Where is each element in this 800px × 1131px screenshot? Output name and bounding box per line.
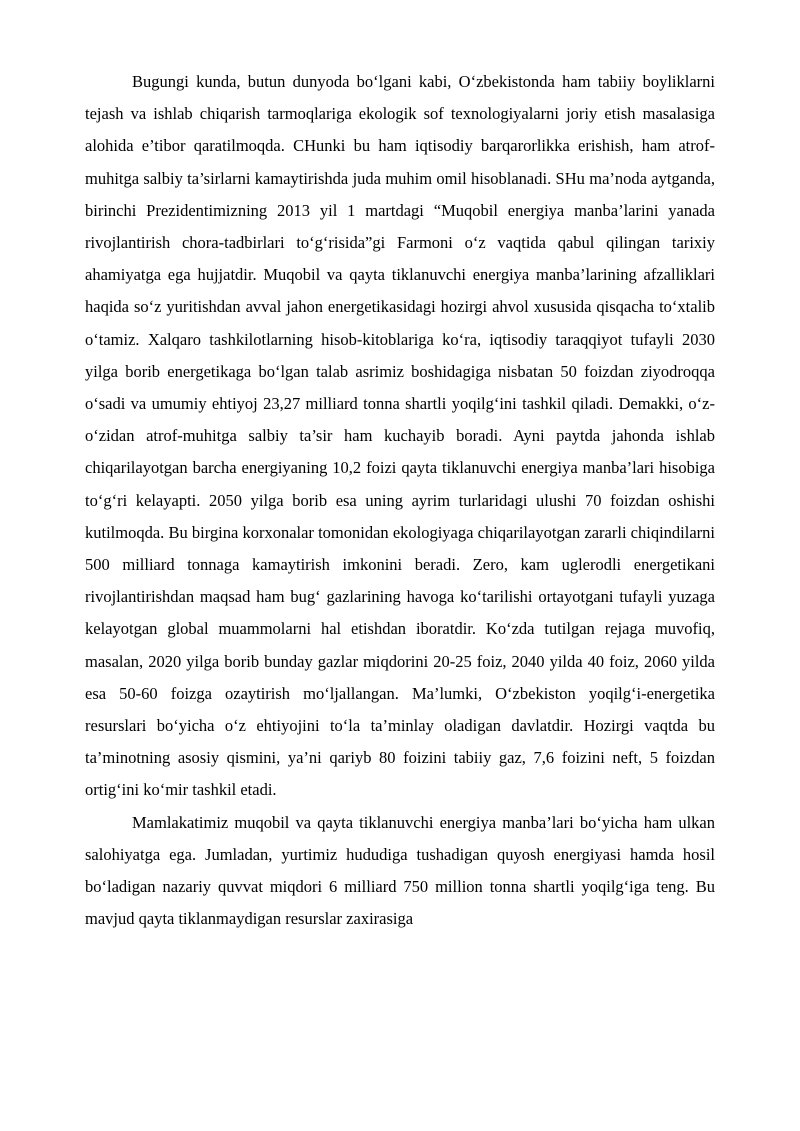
- body-paragraph-2: Mamlakatimiz muqobil va qayta tiklanuvchi energiya manba’lari boʻyicha ham ulkan salohiyatga ega. Jumladan, yurtimiz hududiga tushadigan quyosh energiyasi hamda hosil boʻladigan nazariy quvvat miqdori 6 milliard 750 million tonna shartli yoqilgʻiga teng. Bu mavjud qayta tiklanmaydigan resurslar zaxirasiga: [85, 812, 715, 929]
- body-paragraph-1: Bugungi kunda, butun dunyoda boʻlgani kabi, Oʻzbekistonda ham tabiiy boyliklarni tejash va ishlab chiqarish tarmoqlariga ekologik sof texnologiyalarni joriy etish masalasiga alohida e’tibor qaratilmoqda. CHunki bu ham iqtisodiy barqarorlikka erishish, ham atrof-muhitga salbiy ta’sirlarni kamaytirishda juda muhim omil hisoblanadi. SHu ma’noda aytganda, birinchi Prezidentimizning 2013 yil 1 martdagi “Muqobil energiya manba’larini yanada rivojlantirish chora-tadbirlari toʻgʻrisida”gi Farmoni oʻz vaqtida qabul qilingan tarixiy ahamiyatga ega hujjatdir. Muqobil va qayta tiklanuvchi energiya manba’larining afzalliklari haqida soʻz yuritishdan avval jahon energetikasidagi hozirgi ahvol xususida qisqacha toʻxtalib oʻtamiz. Xalqaro tashkilotlarning hisob-kitoblariga koʻra, iqtisodiy taraqqiyot tufayli 2030 yilga borib energetikaga boʻlgan talab asrimiz boshidagiga nisbatan 50 foizdan ziyodroqqa oʻsadi va umumiy ehtiyoj 23,27 milliard tonna shartli yoqilgʻini tashkil qiladi. Demakki, oʻz-oʻzidan atrof-muhitga salbiy ta’sir ham kuchayib boradi. Ayni paytda jahonda ishlab chiqarilayotgan barcha energiyaning 10,2 foizi qayta tiklanuvchi energiya manba’lari hisobiga toʻgʻri kelayapti. 2050 yilga borib esa uning ayrim turlaridagi ulushi 70 foizdan oshishi kutilmoqda. Bu birgina korxonalar tomonidan ekologiyaga chiqarilayotgan zararli chiqindilarni 500 milliard tonnaga kamaytirish imkonini beradi. Zero, kam uglerodli energetikani rivojlantirishdan maqsad ham bugʻ gazlarining havoga koʻtarilishi ortayotgani tufayli yuzaga kelayotgan global muammolarni hal etishdan iboratdir. Koʻzda tutilgan rejaga muvofiq, masalan, 2020 yilga borib bunday gazlar miqdorini 20-25 foiz, 2040 yilda 40 foiz, 2060 yilda esa 50-60 foizga ozaytirish moʻljallangan. Ma’lumki, Oʻzbekiston yoqilgʻi-energetika resurslari boʻyicha oʻz ehtiyojini toʻla ta’minlay oladigan davlatdir. Hozirgi vaqtda bu ta’minotning asosiy qismini, ya’ni qariyb 80 foizini tabiiy gaz, 7,6 foizini neft, 5 foizdan ortigʻini koʻmir tashkil etadi.: [85, 72, 715, 800]
- document-page: [85, 66, 715, 935]
